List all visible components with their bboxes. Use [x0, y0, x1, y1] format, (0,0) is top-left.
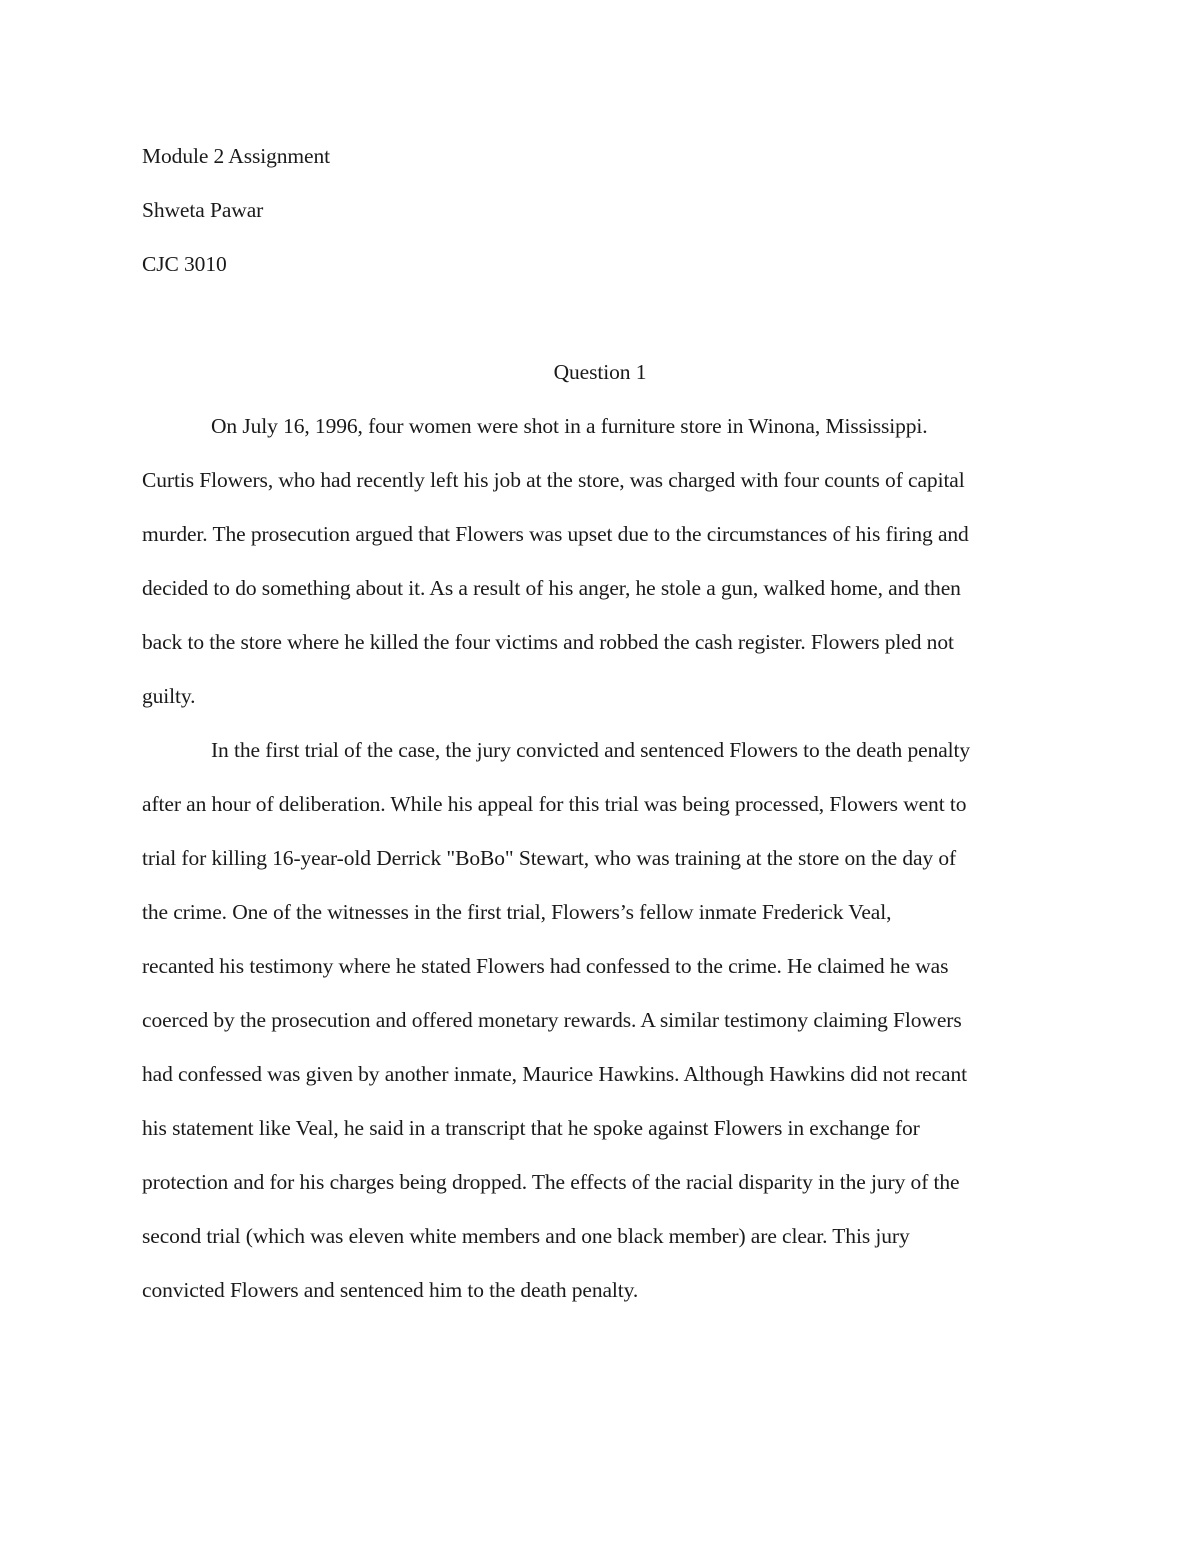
paragraph-line: guilty.: [142, 684, 196, 708]
paragraph-line: coerced by the prosecution and offered monetary rewards. A similar testimony claiming Flowers: [142, 1008, 962, 1032]
paragraph-line: back to the store where he killed the four victims and robbed the cash register. Flowers pled not: [142, 630, 954, 654]
paragraph-line: murder. The prosecution argued that Flowers was upset due to the circumstances of his firing and: [142, 522, 969, 546]
paragraph-line: his statement like Veal, he said in a transcript that he spoke against Flowers in exchange for: [142, 1116, 920, 1140]
paragraph-line: decided to do something about it. As a result of his anger, he stole a gun, walked home, and then: [142, 576, 961, 600]
course-code: CJC 3010: [142, 252, 227, 276]
paragraph-line: In the first trial of the case, the jury convicted and sentenced Flowers to the death penalty: [211, 738, 971, 762]
paragraph-line: after an hour of deliberation. While his appeal for this trial was being processed, Flowers went to: [142, 792, 967, 816]
assignment-title: Module 2 Assignment: [142, 144, 331, 168]
question-heading: Question 1: [553, 360, 647, 384]
paragraph-line: On July 16, 1996, four women were shot in a furniture store in Winona, Mississippi.: [211, 414, 928, 438]
author-name: Shweta Pawar: [142, 198, 264, 222]
paragraph-line: recanted his testimony where he stated Flowers had confessed to the crime. He claimed he was: [142, 954, 949, 978]
paragraph-line: Curtis Flowers, who had recently left his job at the store, was charged with four counts of capital: [142, 468, 965, 492]
paragraph-line: had confessed was given by another inmate, Maurice Hawkins. Although Hawkins did not recant: [142, 1062, 968, 1086]
paragraph-line: protection and for his charges being dropped. The effects of the racial disparity in the jury of the: [142, 1170, 960, 1194]
paragraph-line: trial for killing 16-year-old Derrick "BoBo" Stewart, who was training at the store on the day of: [142, 846, 957, 870]
paragraph-line: second trial (which was eleven white members and one black member) are clear. This jury: [142, 1224, 910, 1248]
paragraph-line: the crime. One of the witnesses in the first trial, Flowers’s fellow inmate Frederick Veal,: [142, 900, 892, 924]
paragraph-line: convicted Flowers and sentenced him to the death penalty.: [142, 1278, 639, 1302]
